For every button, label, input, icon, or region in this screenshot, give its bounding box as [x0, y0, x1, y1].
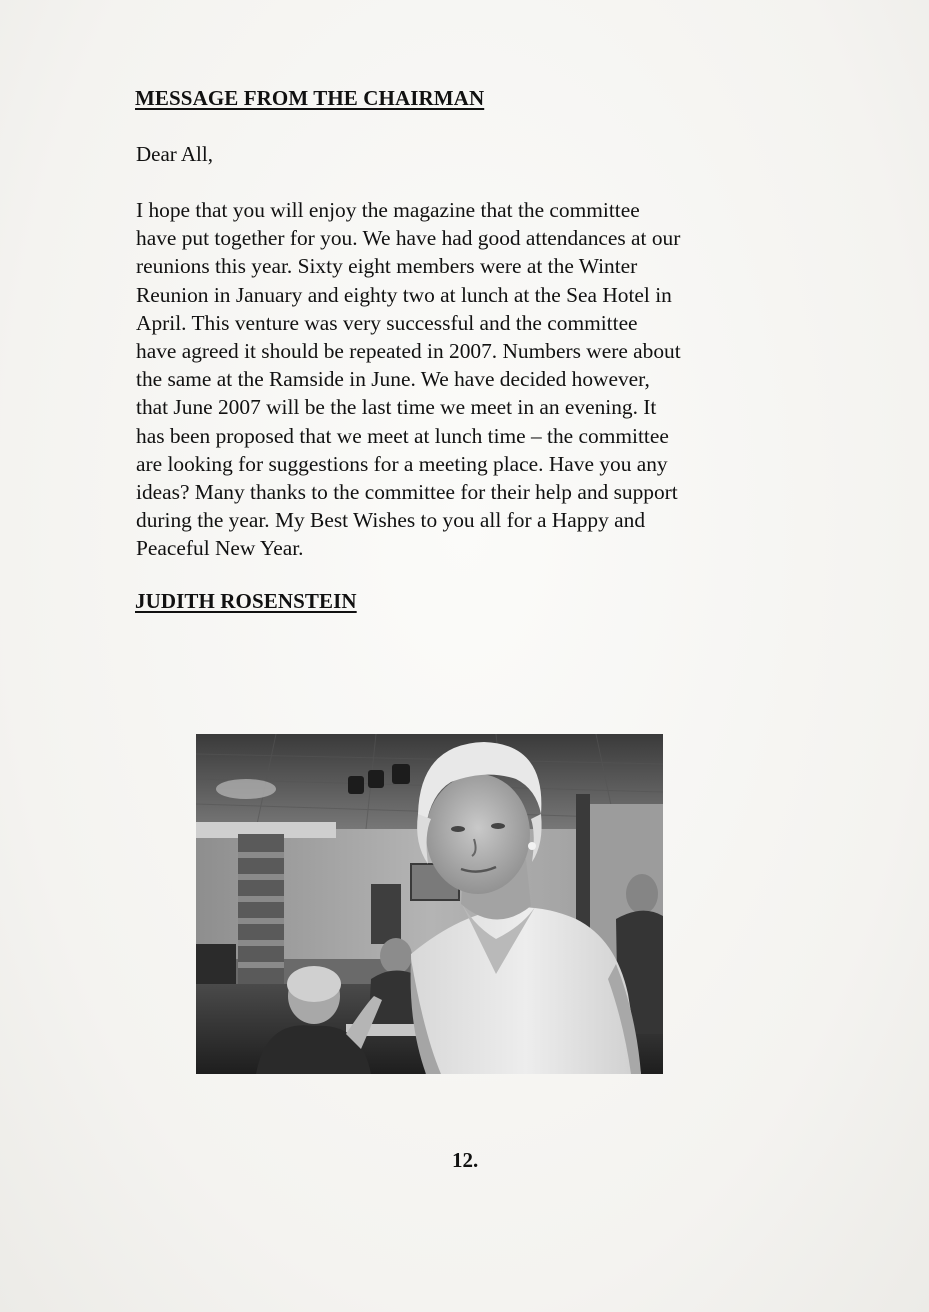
body-line: the same at the Ramside in June. We have decided however, [136, 367, 650, 392]
body-line: have put together for you. We have had good attendances at our [136, 226, 681, 251]
body-line: Reunion in January and eighty two at lunch at the Sea Hotel in [136, 282, 672, 307]
message-body [136, 196, 816, 563]
body-line: has been proposed that we meet at lunch time – the committee [136, 423, 669, 448]
photo-image [196, 734, 663, 1074]
photo [196, 734, 663, 1074]
body-line: have agreed it should be repeated in 2007. Numbers were about [136, 339, 681, 364]
body-line: I hope that you will enjoy the magazine that the committee [136, 198, 640, 222]
page-title: MESSAGE FROM THE CHAIRMAN [135, 86, 485, 110]
body-line: are looking for suggestions for a meeting place. Have you any [136, 451, 668, 476]
greeting: Dear All, [136, 142, 213, 166]
body-line: ideas? Many thanks to the committee for their help and support [136, 480, 678, 505]
body-line: Peaceful New Year. [136, 536, 304, 561]
page-number: 12. [452, 1148, 479, 1172]
body-line: during the year. My Best Wishes to you all for a Happy and [136, 508, 646, 533]
body-line: April. This venture was very successful and the committee [136, 310, 638, 335]
signature: JUDITH ROSENSTEIN [135, 589, 357, 613]
body-line: reunions this year. Sixty eight members were at the Winter [136, 254, 638, 279]
body-line: that June 2007 will be the last time we meet in an evening. It [136, 395, 657, 420]
